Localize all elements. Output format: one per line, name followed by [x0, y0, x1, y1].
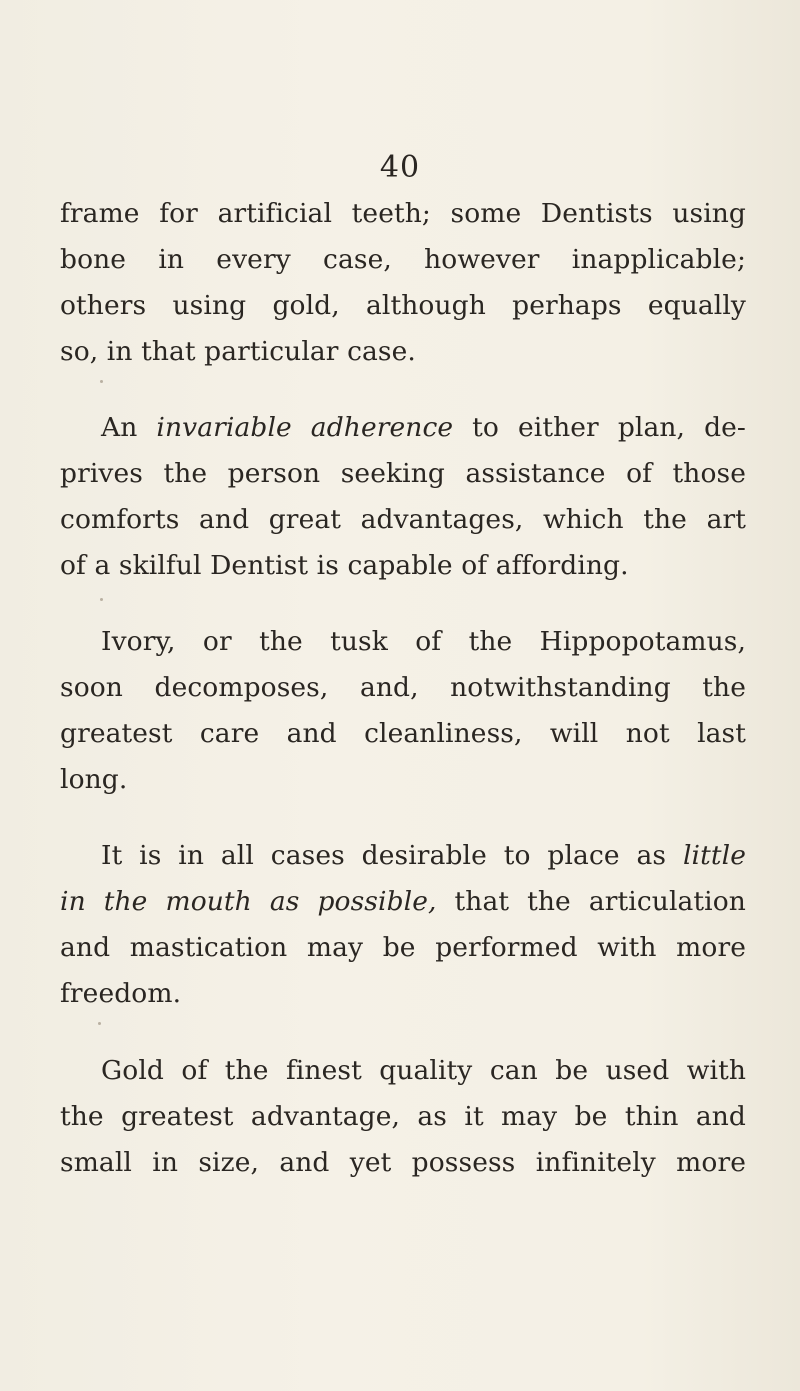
- text-line: small in size, and yet possess infinitely more: [60, 1147, 746, 1178]
- text-line: so, in that particular case.: [60, 336, 416, 367]
- text-line: Gold of the finest quality can be used with: [101, 1055, 746, 1086]
- text-line: [60, 878, 746, 926]
- text-line: prives the person seeking assistance of those: [60, 458, 746, 489]
- text-run: An: [101, 412, 157, 443]
- italic-text: invariable adherence: [156, 412, 454, 443]
- page-number: 40: [379, 150, 421, 185]
- text-line: soon decomposes, and, notwithstanding the: [60, 672, 746, 703]
- text-run: to either plan, de-: [453, 412, 746, 443]
- text-run: that the articulation: [436, 886, 746, 917]
- italic-text: little: [682, 840, 746, 871]
- text-line: freedom.: [60, 978, 182, 1009]
- paper-speck: [100, 380, 103, 383]
- text-line: [101, 832, 746, 880]
- paper-speck: [98, 1022, 101, 1025]
- text-line: [101, 404, 746, 452]
- text-line: comforts and great advantages, which the art: [60, 504, 746, 535]
- text-line: frame for artificial teeth; some Dentists using: [60, 198, 746, 229]
- text-line: the greatest advantage, as it may be thin and: [60, 1101, 746, 1132]
- text-line: long.: [60, 764, 128, 795]
- text-run: It is in all cases desirable to place as: [101, 840, 683, 871]
- paper-speck: [100, 598, 103, 601]
- text-line: greatest care and cleanliness, will not last: [60, 718, 746, 749]
- italic-text: in the mouth as possible,: [60, 886, 437, 917]
- text-line: bone in every case, however inapplicable;: [60, 244, 746, 275]
- text-line: and mastication may be performed with more: [60, 932, 746, 963]
- text-line: of a skilful Dentist is capable of affording.: [60, 550, 629, 581]
- text-line: others using gold, although perhaps equally: [60, 290, 746, 321]
- text-line: Ivory, or the tusk of the Hippopotamus,: [101, 626, 746, 657]
